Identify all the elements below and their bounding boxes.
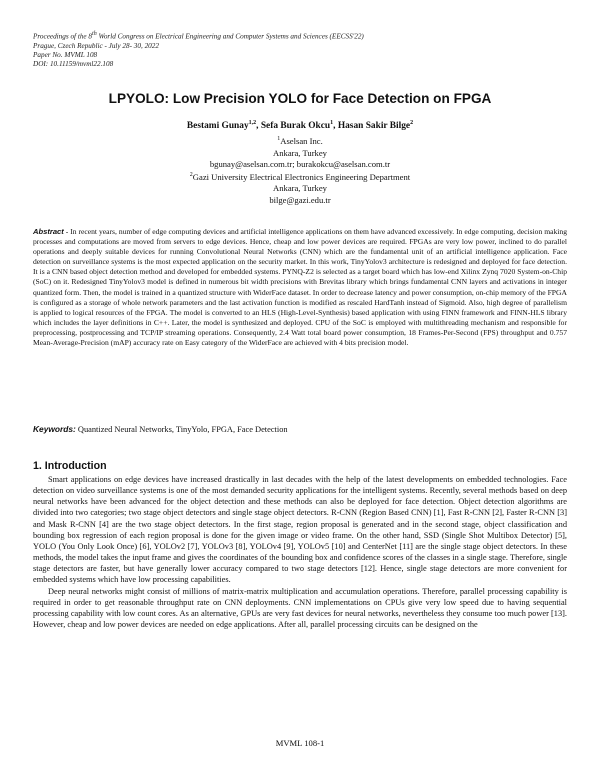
affiliation-2-email: bilge@gazi.edu.tr (269, 194, 331, 205)
section-heading: 1. Introduction (33, 460, 107, 472)
affiliation-2-city: Ankara, Turkey (273, 183, 327, 194)
paper-number-line: Paper No. MVML 108 (33, 50, 98, 59)
proceedings-header (33, 30, 573, 69)
affiliation-1-city: Ankara, Turkey (273, 147, 327, 158)
paragraph: Deep neural networks might consist of millions of matrix-matrix multiplication and accumulation operations. Therefore, parallel processing capability is required in order to get reasonable throughput rate on CNN deployments. CNN implementations on CPUs give very low speed due to having sequential processing capability with low count cores. As an alternative, GPUs are very fast devices for neural networks, nevertheless they consume too much power [13]. However, cheap and low power devices are needed on edge applications. After all, parallel processing circuits can be designed on the (33, 586, 567, 630)
author-name: Hasan Sakir Bilge (337, 121, 411, 132)
section-body (33, 474, 567, 630)
doi-line: DOI: 10.11159/mvml22.108 (33, 60, 114, 68)
keywords (33, 424, 567, 434)
location-date-line: Prague, Czech Republic - July 28- 30, 2022 (33, 41, 159, 50)
affiliation-2-name: $^2$Gazi University Electrical Electronics Engineering Department (189, 172, 411, 183)
keywords-text: Quantized Neural Networks, TinyYolo, FPGA, Face Detection (75, 425, 288, 434)
abstract (33, 227, 567, 348)
affiliation-1-emails: bgunay@aselsan.com.tr; burakokcu@aselsan.com.tr (209, 158, 391, 169)
page-footer: MVML 108-1 (275, 738, 325, 748)
abstract-text: - In recent years, number of edge computing devices and artificial intelligence applications on them have advanced excessively. In edge computing, decision making processes and computations are moved from servers to edge devices. Hence, cheap and low power devices are required. FPGAs are very low power, inclined to do parallel operations and deeply suitable devices for running Convolutional Neural Networks (CNN) which are the fundamental unit of an artificial intelligence application. Face detection on surveillance systems is the most expected application on the security market. In this work, TinyYolov3 architecture is redesigned and deployed for face detection. It is a CNN based object detection method and developed for embedded systems. PYNQ-Z2 is selected as a target board which has low-end Xilinx Zynq 7020 System-on-Chip (SoC) on it. Redesigned TinyYolov3 model is defined in numerous bit width precisions with Brevitas library which brings fundamental CNN layers and activations in integer quantized form. Then, the model is trained in a quantized structure with WiderFace dataset. In order to decrease latency and power consumption, on-chip memory of the FPGA is configured as a storage of whole network parameters and the last activation function is modified as rescaled HardTanh instead of Sigmoid. Also, high degree of parallelism is applied to logical resources of the FPGA. The model is converted to an HLS (High-Level-Synthesis) based application with using FINN framework and FINN-HLS library which includes the layer definitions in C++. Later, the model is synthesized and deployed. CPU of the SoC is employed with multithreading mechanism and responsible for preprocessing, postprocessing and TCP/IP streaming operations. Consequently, 2.4 Watt total board power consumption, 18 Frames-Per-Second (FPS) throughput and 0.757 Mean-Average-Precision (mAP) accuracy rate on Easy category of the WiderFace are achieved with 4 bits precision model. (33, 227, 567, 348)
keywords-label: Keywords: (33, 424, 76, 434)
paragraph: Smart applications on edge devices have increased drastically in last decades with the help of the latest developments on embedded technologies. Face detection on video surveillance systems is one of the most demanded security applications for the intelligent systems. Recently, several methods based on deep neural networks have been advanced for the object detection and these methods can also be deployed for face detection. Object detection algorithms are divided into two categories; two stage object detectors and single stage object detectors. R-CNN (Region Based CNN) [1], Fast R-CNN [2], Faster R-CNN [3] and Mask R-CNN [4] are the two stage object detectors. In the first stage, region proposal is generated and in the second stage, object classification and bounding box regression of each region proposal is done for the given image or video frame. On the other hand, SSD (Single Shot Multibox Detector) [5], YOLO (You Only Look Once) [6], YOLOv2 [7], YOLOv3 [8], YOLOv4 [9], YOLOv5 [10] and CenterNet [11] are the single stage object detectors. In these methods, the model takes the input frame and gives the coordinates of the bounding box and confidence scores of the classes in a single stage. Therefore, single stage detectors are faster, but have generally lower accuracy compared to two stage detectors [12]. Hence, single stage detectors are more convenient for embedded systems which have low processing capabilities. (33, 475, 567, 585)
author-block (0, 118, 600, 206)
proceedings-line: Proceedings of the 8th World Congress on Electrical Engineering and Computer Systems and Sciences (EECSS'22) (33, 31, 364, 41)
author-name: Sefa Burak Okcu (260, 121, 331, 132)
abstract-label: Abstract (33, 227, 64, 236)
author-name: Bestami Gunay (186, 121, 249, 132)
paper-title: LPYOLO: Low Precision YOLO for Face Detection on FPGA (108, 91, 492, 106)
author-list: Bestami Gunay$^{1,2}$, Sefa Burak Okcu$^1$, Hasan Sakir Bilge$^2$ (186, 120, 414, 132)
affiliation-1-name: $^1$Aselsan Inc. (277, 136, 323, 147)
